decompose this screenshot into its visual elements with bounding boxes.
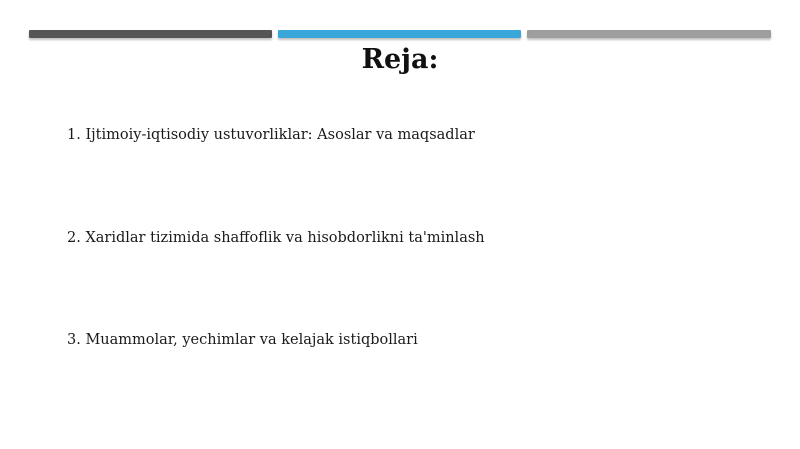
decorative-bar-right — [527, 30, 771, 38]
agenda-item-3: 3. Muammolar, yechimlar va kelajak istiqbollari — [67, 332, 418, 348]
decorative-bar-left — [29, 30, 272, 38]
decorative-bar-middle — [278, 30, 521, 38]
agenda-item-1: 1. Ijtimoiy-iqtisodiy ustuvorliklar: Asoslar va maqsadlar — [67, 127, 475, 143]
agenda-item-2: 2. Xaridlar tizimida shaffoflik va hisobdorlikni ta'minlash — [67, 230, 485, 246]
slide-title: Reja: — [361, 44, 439, 75]
